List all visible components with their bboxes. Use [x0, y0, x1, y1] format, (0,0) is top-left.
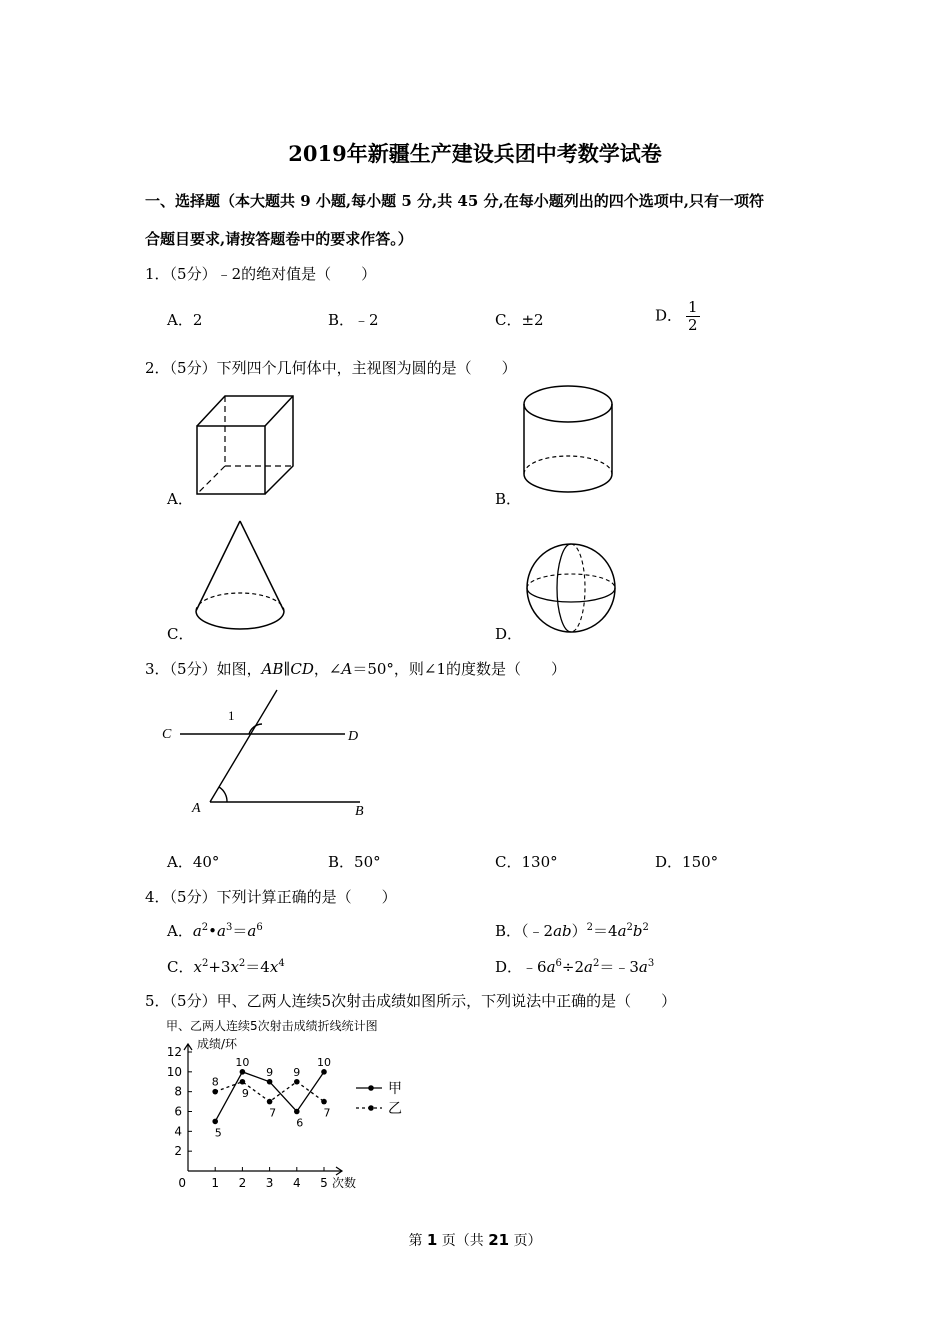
- q2-option-c: C．: [167, 625, 194, 643]
- cube-figure: [195, 394, 300, 498]
- q1-option-d: [655, 299, 700, 334]
- chart-data-label: 9: [266, 1065, 274, 1079]
- label-d: D: [348, 729, 359, 744]
- q1-option-b: B．﹣2: [328, 311, 379, 329]
- q3-stem-suffix: ＝50°，则∠1的度数是（ ）: [352, 660, 567, 678]
- chart-data-label: 7: [323, 1106, 331, 1120]
- q3-option-b: B．50°: [328, 853, 381, 871]
- footer-pre: 第: [408, 1233, 423, 1249]
- fraction-numerator: 1: [688, 298, 698, 316]
- chart-title: 甲、乙两人连续5次射击成绩折线统计图: [166, 1019, 378, 1033]
- q4-option-c-label: C．: [167, 958, 194, 976]
- q1-option-a: A．2: [167, 311, 203, 329]
- chart-data-label: 5: [214, 1126, 222, 1140]
- q3-ab: AB: [261, 660, 284, 678]
- question-3-stem: [145, 658, 566, 679]
- label-b: B: [355, 804, 364, 819]
- q4-option-a: A．$a^2•a^3=a^6$: [167, 922, 263, 940]
- chart-origin-label: 0: [178, 1176, 186, 1190]
- legend-label-1: 甲: [388, 1081, 402, 1097]
- q4-option-c: C．$x^2+3x^2=4x^4$: [167, 958, 285, 976]
- chart-data-point: [321, 1099, 327, 1105]
- chart-data-point: [294, 1109, 300, 1115]
- q4-option-b-label: B．: [495, 922, 522, 940]
- angle-a-arc: [219, 787, 227, 802]
- chart-x-label: 次数: [332, 1176, 357, 1190]
- q2-option-d: D．: [495, 625, 523, 643]
- chart-x-tick-label: 3: [265, 1176, 274, 1190]
- chart-data-point: [294, 1079, 300, 1085]
- label-angle-1: 1: [228, 708, 235, 723]
- chart-data-point: [212, 1089, 218, 1095]
- question-1-stem: 1．（5分）﹣2的绝对值是（ ）: [145, 265, 377, 283]
- chart-data-point: [267, 1079, 273, 1085]
- page-footer: [0, 1230, 950, 1250]
- sphere-figure: [524, 541, 618, 635]
- label-a: A: [192, 801, 201, 816]
- cone-figure: [193, 519, 287, 635]
- q3-cd: CD: [290, 660, 314, 678]
- q1-option-c: C．±2: [495, 311, 544, 329]
- q3-option-a: A．40°: [167, 853, 220, 871]
- q3-parallel: ∥: [283, 660, 291, 678]
- q2-option-b: B．: [495, 490, 522, 508]
- chart-data-label: 10: [317, 1055, 331, 1069]
- legend-marker-2: [368, 1105, 374, 1111]
- legend-label-2: 乙: [388, 1101, 402, 1117]
- chart-data-point: [267, 1099, 273, 1105]
- q1-option-d-label: D．: [655, 306, 683, 325]
- q4-option-a-label: A．: [167, 922, 193, 940]
- q3-angle-prefix: ，∠: [313, 660, 342, 678]
- chart-data-label: 9: [241, 1086, 249, 1100]
- chart-x-tick-label: 1: [211, 1176, 220, 1190]
- chart-y-tick-label: 12: [166, 1045, 182, 1059]
- parallel-lines-figure: [160, 688, 370, 820]
- question-4-stem: 4．（5分）下列计算正确的是（ ）: [145, 888, 397, 906]
- q3-stem-prefix: 3．（5分）如图，: [145, 660, 262, 678]
- chart-y-label: 成绩/环: [197, 1037, 238, 1051]
- footer-total-pages: 21: [488, 1231, 510, 1249]
- fraction-denominator: 2: [688, 316, 698, 334]
- chart-data-label: 7: [269, 1106, 277, 1120]
- chart-data-label: 10: [235, 1055, 250, 1069]
- fraction-one-half: [686, 299, 700, 334]
- footer-post: 页）: [513, 1233, 542, 1249]
- chart-data-point: [212, 1119, 218, 1125]
- chart-y-tick-label: 8: [174, 1084, 182, 1099]
- q3-option-c: C．130°: [495, 853, 558, 871]
- q4-option-d-label: D．: [495, 958, 523, 976]
- footer-page-number: 1: [426, 1231, 438, 1249]
- q3-option-d: D．150°: [655, 853, 719, 871]
- chart-data-label: 8: [211, 1075, 219, 1089]
- q4-option-d: D．$﹣6a^6\div 2a^2=﹣3a^3$: [495, 958, 655, 976]
- legend-marker-1: [368, 1085, 374, 1091]
- question-2-stem: 2．（5分）下列四个几何体中，主视图为圆的是（ ）: [145, 359, 517, 377]
- q3-a: A: [341, 660, 353, 678]
- chart-x-tick-label: 5: [320, 1176, 328, 1190]
- shooting-scores-chart: [160, 1016, 420, 1196]
- chart-y-tick-label: 6: [174, 1104, 182, 1119]
- chart-data-label: 9: [293, 1065, 301, 1079]
- chart-data-point: [321, 1069, 327, 1075]
- label-c: C: [162, 727, 172, 742]
- section-header-line2: 合题目要求,请按答题卷中的要求作答。）: [145, 230, 413, 248]
- chart-data-point: [240, 1069, 246, 1075]
- cylinder-figure: [522, 384, 614, 498]
- q2-option-a: A．: [167, 490, 193, 508]
- chart-data-label: 6: [296, 1116, 304, 1130]
- page-title: 2019年新疆生产建设兵团中考数学试卷: [288, 141, 662, 166]
- chart-y-tick-label: 2: [174, 1144, 182, 1159]
- question-5-stem: 5．（5分）甲、乙两人连续5次射击成绩如图所示，下列说法中正确的是（ ）: [145, 992, 677, 1010]
- section-header-line1: 一、选择题（本大题共 9 小题,每小题 5 分,共 45 分,在每小题列出的四个选项中,只有一项符: [145, 192, 764, 210]
- chart-data-point: [240, 1079, 246, 1085]
- q4-option-b: B．$(﹣2ab)^2=4a^2b^2$: [495, 922, 649, 940]
- chart-y-tick-label: 4: [174, 1124, 182, 1139]
- footer-mid: 页（共: [441, 1233, 484, 1249]
- chart-x-tick-label: 4: [292, 1176, 301, 1190]
- chart-x-tick-label: 2: [238, 1176, 247, 1190]
- chart-y-tick-label: 10: [166, 1064, 182, 1079]
- transversal-line: [210, 690, 277, 802]
